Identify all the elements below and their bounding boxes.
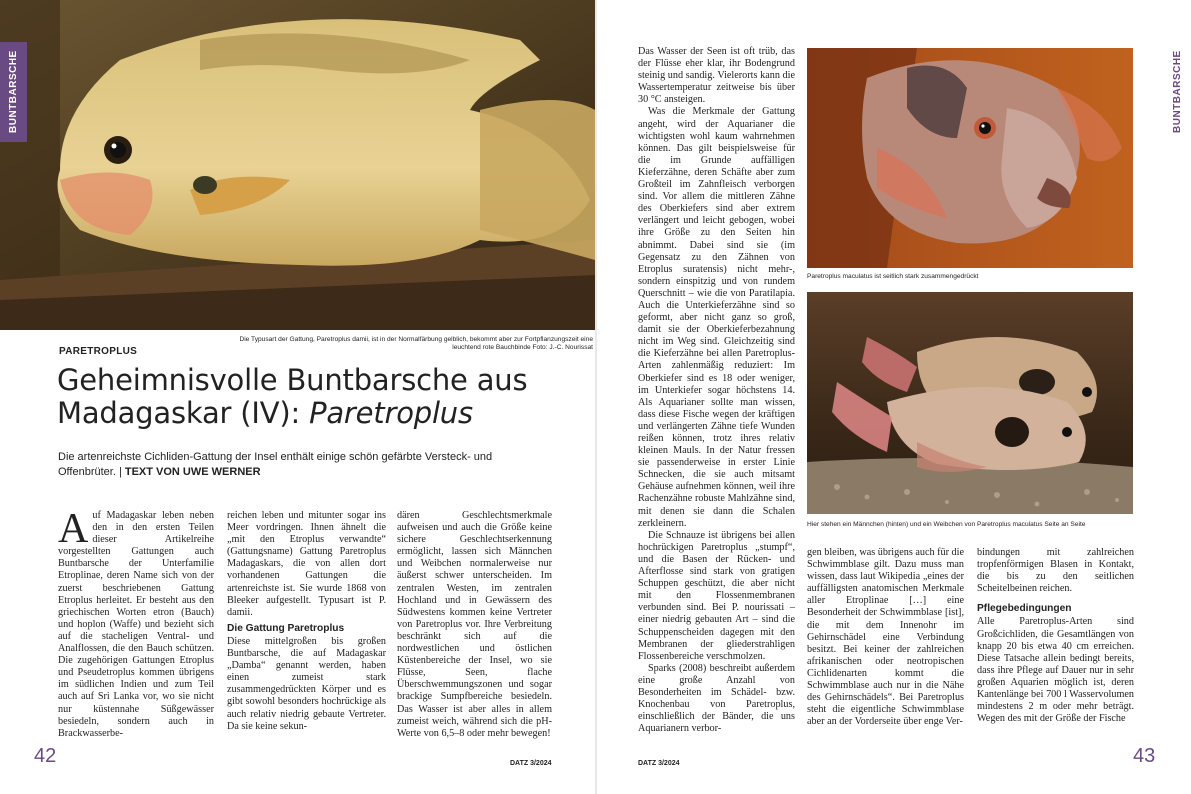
- fish-photo-paretroplus-maculatus-pair: [807, 292, 1133, 514]
- col2-heading: Die Gattung Paretroplus: [227, 622, 345, 634]
- page-number-left: 42: [34, 745, 57, 767]
- right-column-1: [638, 46, 795, 735]
- col1-text: uf Madagaskar leben neben den in den ersten Teilen dieser Artikelreihe vorgestellten Gattungen auch Buntbarsche der Unterfamilie Etroplinae, deren Name sich von der zuerst beschriebenen Gattung Etroplus herleitet. Er besteht aus den griechischen Worten etron (Bauch) und hoplon (Waffe) und bezieht sich auf die stacheligen Ventral- und Analflossen, die den Bauch schützen. Die zugehörigen Gattungen Etroplus und Pseudetroplus kommen übrigens im südlichen Indien und zum Teil auch auf Sri Lanka vor, wo sie nicht nur küstennahe Süßgewässer besiedeln, sondern auch in Brackwasserbe-: [58, 510, 214, 739]
- title-line-1: Geheimnisvolle Buntbarsche aus: [57, 363, 528, 397]
- rcol2-text: gen bleiben, was übrigens auch für die Schwimmblase gilt. Dazu muss man wissen, dass laut Wikipedia „eines der auffälligsten anatomischen Merkmale aller Etroplinae […] eine Besonderheit der Schwimmblase [ist], die mit dem Innenohr im Gehirnschädel eine Verbindung besitzt. Bei keiner der zahlreichen afrikanischen oder neotropischen Cichlidenarten kommt die Schwimmblase auch nur in die Nähe des Gehirnschädels“. Bei Paretroplus steht die eigentliche Schwimmblase aber an der Vorderseite über enge Ver-: [807, 547, 965, 728]
- byline: TEXT VON UWE WERNER: [124, 466, 261, 478]
- page-gutter: [595, 0, 597, 794]
- section-tab-right-label: BUNTBARSCHE: [1172, 50, 1183, 134]
- section-tab-label: BUNTBARSCHE: [8, 50, 19, 134]
- footer-right: [638, 760, 680, 767]
- left-column-3: [397, 510, 552, 739]
- rcol3-text-2: Alle Paretroplus-Arten sind Großcichliden, die Gesamtlängen von knapp 20 bis etwa 40 cm erreichen. Diese Tatsache allein bedingt bereits, dass ihre Pflege auf Dauer nur in sehr großen Aquarien möglich ist, deren Kantenlänge bei 700 l Wasservolumen mindestens 2 m oder mehr beträgt. Wegen des mit der Größe der Fische: [977, 616, 1134, 725]
- photo1-caption-text: Paretroplus maculatus ist seitlich stark zusammengedrückt: [807, 273, 979, 280]
- rcol1-p1: Das Wasser der Seen ist oft trüb, das der Flüsse eher klar, ihr Bodengrund steinig und sandig. Vielerorts kann die Wassertemperatur zeitweise bis über 30 °C ansteigen.: [638, 46, 795, 106]
- title-prefix: Madagaskar (IV):: [57, 396, 310, 430]
- kicker: [59, 346, 137, 357]
- rcol3-heading: Pflegebedingungen: [977, 603, 1072, 615]
- fish-photo-paretroplus-damii: [0, 0, 596, 330]
- article-title: [57, 364, 527, 430]
- deck: [58, 450, 548, 480]
- title-italic: Paretroplus: [309, 396, 473, 430]
- left-column-1: [58, 506, 214, 739]
- fish-illustration: [0, 0, 596, 330]
- drop-cap: A: [58, 506, 89, 552]
- rcol1-p4: Sparks (2008) beschreibt außerdem eine große Anzahl von Besonderheiten im Schädel- bzw. Knochenbau von Paretroplus, einschließlich der Bänder, die uns Aquarianern verbor-: [638, 662, 795, 735]
- col3-text: dären Geschlechtsmerkmale aufweisen und auch die Größe keine sichere Geschlechtserkennung ermöglicht, lassen sich Männchen und Weibchen normalerweise nur äußerst schwer unterscheiden. Im zentralen Westen, im zentralen Hochland und in Gewässern des Südwestens kommen keine Vertreter von Paretroplus vor. Ihre Verbreitung beschränkt sich auf die nordwestlichen und östlichen Küstenbereiche der Insel, wo sie Flüsse, Seen, flache Überschwemmungszonen und sogar brackige Sumpfbereiche besiedeln. Das Wasser ist aber alles in allem zumeist weich, während sich die pH-Werte von 6,5–8 oder mehr bewegen!: [397, 510, 552, 739]
- rcol1-p3: Die Schnauze ist übrigens bei allen hochrückigen Paretroplus „stumpf“, und die Basen der Rücken- und Afterflosse sind stark von gratigen Schuppen geschützt, die aber nicht mit den Flossenmembranen verbunden sind. Bei P. nourissati – einer niedrig gebauten Art – sind die Schuppenscheiden dagegen mit den Membranen der gliederstrahligen Flossenbereiche verschmolzen.: [638, 529, 795, 662]
- page-number-right: 43: [1133, 745, 1156, 767]
- photo-caption: [236, 336, 593, 353]
- rcol3-text-1: bindungen mit zahlreichen tropfenförmigen Blasen in Kontakt, die bis zu den seitlichen Scheitelbeinen reichen.: [977, 547, 1134, 595]
- footer-left-text: DATZ 3/2024: [510, 760, 552, 767]
- rcol1-p2: Was die Merkmale der Gattung angeht, wird der Aquarianer die wichtigsten wohl kaum wahrnehmen können. Das gilt beispielsweise für die im Grunde auffälligen Kieferzähne, deren Schäfte aber zum Großteil im Zahnfleisch verborgen sind. Vor allem die mittleren Zähne des Oberkiefers sind aber extrem verlängert und leicht gebogen, wobei ihre Größe zu den Seiten hin abnimmt. Dabei sind sie (im Gegensatz zu den Zähnen von Etroplus suratensis) nicht mehr-, sondern einspitzig und von rundem Querschnitt – wie die von Paratilapia. Auch die Unterkieferzähne sind so geformt, aber nicht ganz so groß, damit sie der Oberkieferbezahnung nicht im Weg sind. Gleichzeitig sind die Kieferzähne bei allen Paretroplus-Arten zahlenmäßig reduziert: Im Oberkiefer sind es 18 oder weniger, im Unterkiefer sogar höchstens 14. Als Aquarianer sollte man wissen, dass diese Fische wegen der kräftigen und verlängerten Zähne tiefe Wunden reißen können, trotz ihres relativ kleinen Mauls. In der Natur fressen sie passenderweise in erster Linie Schnecken, die sie auch mitsamt Gehäuse aufnehmen können, weil ihre Rachenzähne robuste Mahlzähne sind, mit denen sie dann die Schalen zerkleinern.: [638, 106, 795, 529]
- section-tab: [0, 42, 27, 142]
- footer-right-text: DATZ 3/2024: [638, 760, 680, 767]
- deck-text: Die artenreichste Cichliden-Gattung der Insel enthält einige schön gefärbte Versteck- und Offenbrüter. |: [58, 451, 493, 478]
- fish-photo-paretroplus-maculatus-closeup: [807, 48, 1133, 268]
- section-tab-right: [1164, 42, 1191, 142]
- fish-illustration-2: [807, 48, 1133, 268]
- photo2-caption-text: Hier stehen ein Männchen (hinten) und ein Weibchen von Paretroplus maculatus Seite an Seite: [807, 521, 1086, 528]
- left-column-2: [227, 510, 386, 732]
- photo2-caption: [807, 521, 1133, 529]
- col2-text-2: Diese mittelgroßen bis großen Buntbarsche, die auf Madagaskar „Damba“ genannt werden, haben einen zumeist stark zusammengedrückten Körper und es gibt sowohl besonders hochrückige als auch relativ niedrig gebaute Vertreter. Da sie keine sekun-: [227, 635, 386, 732]
- photo1-caption: [807, 273, 1133, 281]
- photo-caption-text: Die Typusart der Gattung, Paretroplus damii, ist in der Normalfärbung gelblich, bekommt aber zur Fortpflanzungszeit eine leuchtend rote Bauchbinde Foto: J.-C. Nourissat: [239, 336, 593, 352]
- footer-left: [510, 760, 552, 767]
- title-line-2: [57, 397, 527, 430]
- right-column-3: [977, 547, 1134, 723]
- right-column-2: [807, 547, 965, 728]
- col2-text-1: reichen leben und mitunter sogar ins Meer vordringen. Ihnen ähnelt die „mit den Etroplus verwandte“ (Gattungsname) Gattung Paretroplus Madagaskars, die von allen dort vorhandenen Gattungen die artenreichste ist. Sie wurde 1868 von Bleeker aufgestellt. Typusart ist P. damii.: [227, 510, 386, 618]
- kicker-text: PARETROPLUS: [59, 346, 138, 357]
- fish-illustration-3: [807, 292, 1133, 514]
